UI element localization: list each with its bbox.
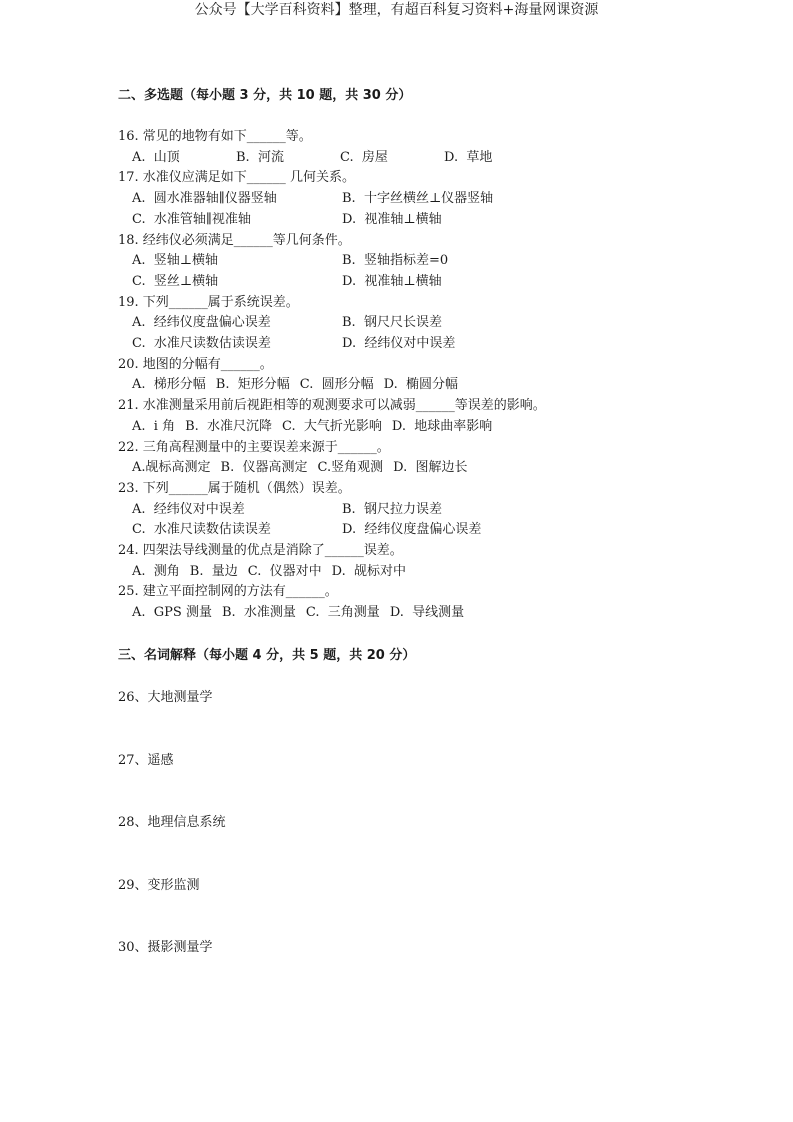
option-row	[132, 500, 738, 521]
option-row	[132, 520, 738, 541]
option-d: D. 地球曲率影响	[391, 418, 493, 434]
option-row	[132, 313, 738, 334]
term-item: 27、遥感	[118, 753, 174, 768]
option-row	[132, 458, 738, 479]
option-row	[132, 251, 738, 272]
question-stem: 25. 建立平面控制网的方法有______。	[118, 584, 338, 600]
option-group	[118, 562, 738, 583]
question-item	[118, 293, 738, 355]
option-b: B. 矩形分幅	[215, 377, 290, 393]
option-c: C. 圆形分幅	[299, 377, 374, 393]
term-item: 30、摄影测量学	[118, 940, 213, 955]
question-item	[118, 396, 738, 437]
option-a: A. 圆水准器轴∥仪器竖轴	[132, 191, 277, 207]
option-row	[132, 189, 738, 210]
option-row	[132, 562, 738, 583]
option-c: C.竖角观测	[317, 460, 384, 476]
option-b: B. 水准尺沉降	[185, 418, 273, 434]
question-stem: 21. 水准测量采用前后视距相等的观测要求可以减弱______等误差的影响。	[118, 398, 546, 414]
option-a: A. 经纬仪对中误差	[132, 501, 245, 517]
option-a: A. 竖轴⊥横轴	[132, 253, 219, 269]
option-d: D. 导线测量	[389, 605, 465, 621]
option-a: A. i 角	[132, 418, 176, 434]
question-stem: 17. 水准仪应满足如下______ 几何关系。	[118, 170, 355, 186]
option-c: C. 仪器对中	[247, 563, 322, 579]
option-b: B. 量边	[189, 563, 238, 579]
section-title-term-explanation: 三、名词解释（每小题 4 分，共 5 题，共 20 分）	[118, 648, 416, 663]
question-item	[118, 231, 738, 293]
option-row	[132, 603, 738, 624]
option-c: C. 水准尺读数估读误差	[132, 336, 271, 352]
question-stem: 19. 下列______属于系统误差。	[118, 294, 299, 310]
option-b: B. 钢尺尺长误差	[342, 315, 442, 331]
option-d: D. 椭圆分幅	[383, 377, 458, 393]
option-d: D. 视准轴⊥横轴	[342, 273, 442, 289]
option-b: B. 竖轴指标差=0	[342, 253, 449, 269]
option-row	[132, 417, 738, 438]
option-row	[132, 375, 738, 396]
option-a: A. 山顶	[132, 149, 180, 165]
question-stem: 16. 常见的地物有如下______等。	[118, 129, 312, 144]
question-stem: 24. 四架法导线测量的优点是消除了______误差。	[118, 543, 403, 559]
section-multiple-choice	[118, 86, 738, 624]
option-group	[118, 251, 738, 292]
option-group	[118, 603, 738, 624]
option-group	[118, 417, 738, 438]
option-row	[132, 148, 738, 169]
option-d: D. 草地	[444, 149, 493, 165]
option-group	[118, 458, 738, 479]
question-item	[118, 168, 738, 230]
question-item	[118, 541, 738, 582]
question-stem: 20. 地图的分幅有______。	[118, 356, 273, 372]
option-row	[132, 210, 738, 231]
option-b: B. 钢尺拉力误差	[342, 501, 442, 517]
term-item: 26、大地测量学	[118, 690, 213, 705]
option-b: B. 十字丝横丝⊥仪器竖轴	[342, 191, 494, 207]
question-item	[118, 355, 738, 396]
term-item: 29、变形监测	[118, 878, 200, 893]
option-row	[132, 272, 738, 293]
question-stem: 22. 三角高程测量中的主要误差来源于______。	[118, 439, 390, 455]
option-a: A. 经纬仪度盘偏心误差	[132, 315, 271, 331]
option-c: C. 水准尺读数估读误差	[132, 522, 271, 538]
option-d: D. 经纬仪对中误差	[342, 336, 456, 352]
question-item	[118, 479, 738, 541]
term-item: 28、地理信息系统	[118, 815, 226, 830]
option-b: B. 仪器高测定	[220, 460, 308, 476]
question-list	[118, 127, 738, 624]
option-a: A. 测角	[132, 563, 180, 579]
option-group	[118, 313, 738, 354]
option-c: C. 房屋	[340, 149, 388, 165]
option-group	[118, 500, 738, 541]
question-item	[118, 127, 738, 168]
option-d: D. 图解边长	[393, 460, 468, 476]
page-header: 公众号【大学百科资料】整理，有超百科复习资料+海量网课资源	[194, 2, 599, 18]
option-c: C. 大气折光影响	[282, 418, 382, 434]
option-c: C. 水准管轴∥视准轴	[132, 211, 251, 227]
question-stem: 23. 下列______属于随机（偶然）误差。	[118, 480, 351, 496]
question-stem: 18. 经纬仪必须满足______等几何条件。	[118, 232, 351, 248]
option-a: A. 梯形分幅	[132, 377, 206, 393]
option-d: D. 经纬仪度盘偏心误差	[342, 522, 482, 538]
option-group	[118, 189, 738, 230]
option-c: C. 三角测量	[305, 605, 380, 621]
option-c: C. 竖丝⊥横轴	[132, 273, 219, 289]
option-row	[132, 334, 738, 355]
option-d: D. 觇标对中	[331, 563, 406, 579]
question-item	[118, 582, 738, 623]
option-a: A. GPS 测量	[132, 605, 212, 621]
option-b: B. 河流	[236, 149, 284, 165]
option-group	[118, 375, 738, 396]
question-item	[118, 438, 738, 479]
option-d: D. 视准轴⊥横轴	[342, 211, 442, 227]
option-group	[118, 148, 738, 169]
option-b: B. 水准测量	[221, 605, 296, 621]
section-title-multiple-choice: 二、多选题（每小题 3 分，共 10 题，共 30 分）	[118, 88, 412, 103]
option-a: A.觇标高测定	[132, 460, 211, 476]
